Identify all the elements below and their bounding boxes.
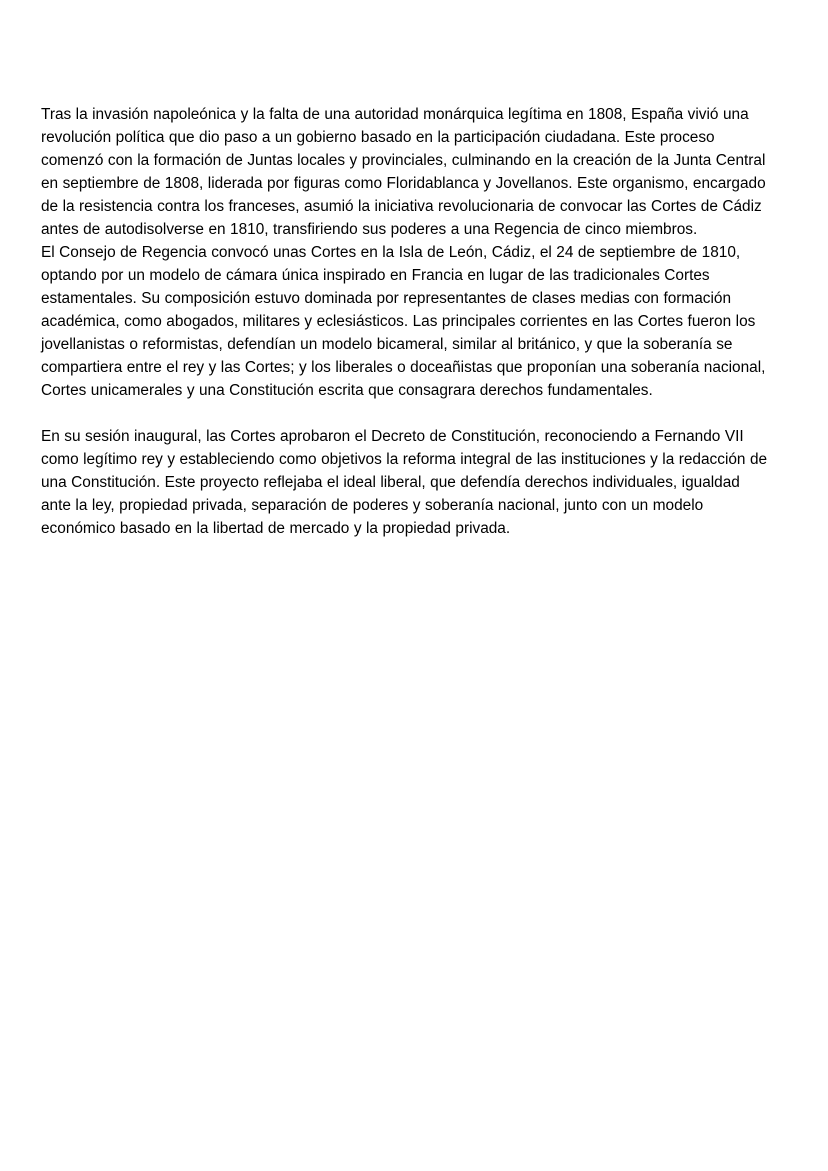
text-line: una Constitución. Este proyecto reflejaba el ideal liberal, que defendía derechos individuales, igualdad [41, 474, 740, 491]
text-line: optando por un modelo de cámara única inspirado en Francia en lugar de las tradicionales Cortes [41, 267, 710, 284]
text-line: El Consejo de Regencia convocó unas Cortes en la Isla de León, Cádiz, el 24 de septiembre de 1810, [41, 244, 741, 261]
text-line: Tras la invasión napoleónica y la falta de una autoridad monárquica legítima en 1808, España vivió una [41, 106, 749, 123]
text-line: académica, como abogados, militares y eclesiásticos. Las principales corrientes en las Cortes fueron los [41, 313, 756, 330]
paragraph-1 [41, 103, 826, 241]
text-line: ante la ley, propiedad privada, separación de poderes y soberanía nacional, junto con un modelo [41, 497, 704, 514]
text-line: Cortes unicamerales y una Constitución escrita que consagrara derechos fundamentales. [41, 382, 653, 399]
text-line: en septiembre de 1808, liderada por figuras como Floridablanca y Jovellanos. Este organismo, encargado [41, 175, 766, 192]
text-line: como legítimo rey y estableciendo como objetivos la reforma integral de las instituciones y la redacción de [41, 451, 768, 468]
paragraph-gap [41, 402, 826, 425]
text-line: revolución política que dio paso a un gobierno basado en la participación ciudadana. Este proceso [41, 129, 715, 146]
text-line: compartiera entre el rey y las Cortes; y los liberales o doceañistas que proponían una soberanía nacional, [41, 359, 766, 376]
paragraph-3 [41, 425, 826, 540]
text-line: antes de autodisolverse en 1810, transfiriendo sus poderes a una Regencia de cinco miembros. [41, 221, 698, 238]
text-line: jovellanistas o reformistas, defendían un modelo bicameral, similar al británico, y que la soberanía se [41, 336, 733, 353]
text-line: de la resistencia contra los franceses, asumió la iniciativa revolucionaria de convocar las Cortes de Cádiz [41, 198, 762, 215]
paragraph-2 [41, 241, 826, 402]
text-line: estamentales. Su composición estuvo dominada por representantes de clases medias con formación [41, 290, 732, 307]
text-line: comenzó con la formación de Juntas locales y provinciales, culminando en la creación de la Junta Central [41, 152, 766, 169]
document-body [41, 103, 826, 540]
text-line: económico basado en la libertad de mercado y la propiedad privada. [41, 520, 511, 537]
text-line: En su sesión inaugural, las Cortes aprobaron el Decreto de Constitución, reconociendo a Fernando VII [41, 428, 744, 445]
